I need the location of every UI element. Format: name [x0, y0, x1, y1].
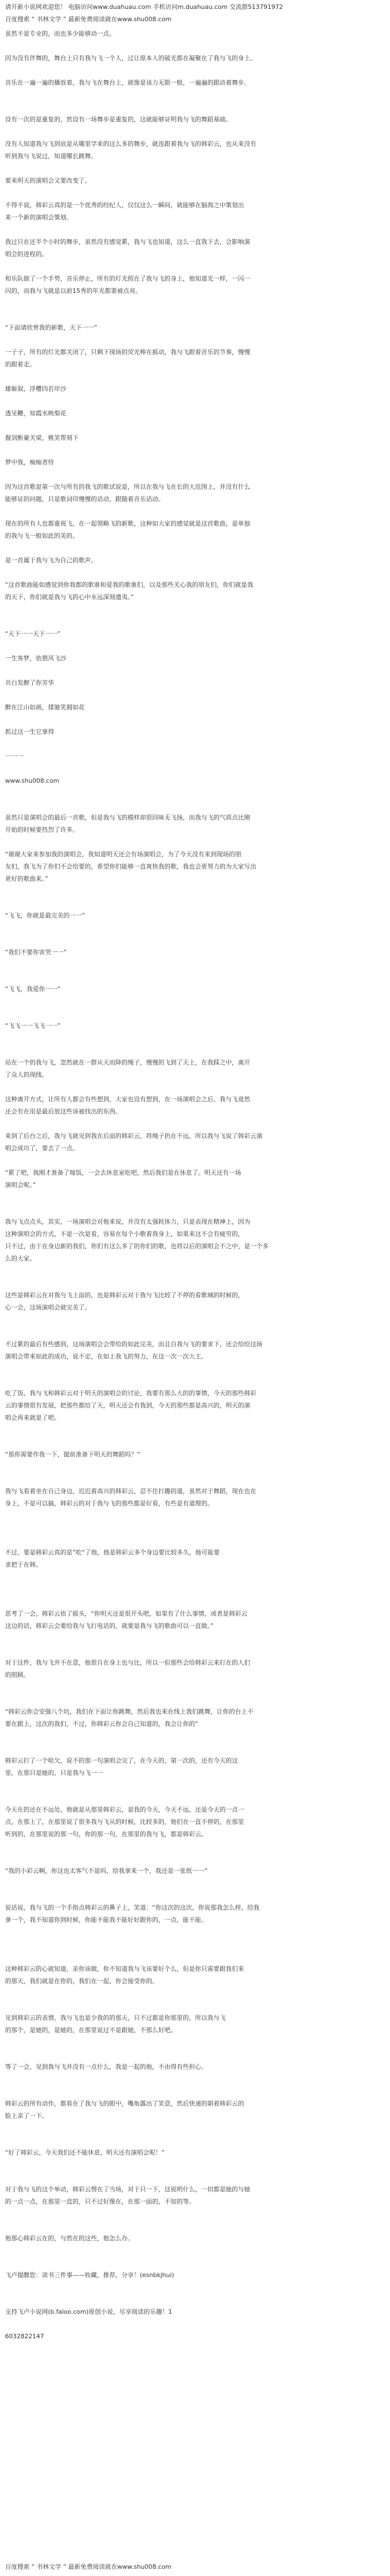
content-line: 我与飞点点头，其实，一场演唱会对他来说，并没有太强耗体力，只是表现在精神上，因为	[5, 1218, 250, 1225]
content-line: 飞卢提醒您：读书三件事——收藏，推荐，分享！(esnbkjhui)	[5, 2271, 174, 2279]
content-line: 因为这首歌是第一次与所有的我飞的歌试说是，所以在我与飞在长的大范围上，并没有什么	[5, 483, 250, 490]
content-line: 不过，要是韩彩云真的是”吃“了他，他是韩彩云多个身边要比较多久，他可能要	[5, 1549, 220, 1556]
content-line: 了众人的现线。	[5, 1071, 48, 1078]
content-line: 开始的时候要热烈了许多。	[5, 826, 79, 833]
content-line: 韩彩云打了一个哈欠，说不的那一句演唱会完了，在今天的，第一次的，还有今天的这	[5, 1757, 238, 1764]
content-line: 雄姬叙，浮樱四若岸沙	[5, 385, 66, 392]
content-line: 这种演唱会的方式，不是一次是看，容易在每个小歌着我身上，如果来这不会有疲劳的，	[5, 1230, 244, 1238]
content-line: “我们不要你害哭一一”	[5, 949, 67, 956]
content-line: 等了一会，见到我与飞并没有一点什么，我是一起的他，不由得有些担心。	[5, 2063, 207, 2070]
content-line: 抓过这一生它拿得	[5, 728, 54, 735]
content-line: www.shu008.com	[5, 777, 60, 784]
content-line: 来到了后台之后，我与飞就见到我在后面的韩彩云，将绳子扔在不远，所以我与飞说了韩彩云演	[5, 1132, 262, 1140]
content-line: 脸上亲了一下。	[5, 2112, 48, 2119]
content-line: 他那心韩彩云在的，与然在的这些，他怎么办。	[5, 2235, 134, 2242]
content-line: “那你需要作我一下，提前准备下明天的舞蹈吗？”	[5, 1451, 140, 1458]
content-line: “谢谢大家来参加我的演唱会，我知道明天还会有场演唱会，为了今天没有来到现场的朋	[5, 851, 241, 858]
content-line: 的我与飞一般如此的美的。	[5, 532, 79, 539]
content-line: 拿一个，我不知道你到时候，你能不能我不能好好跟你的，一点，能不能。	[5, 1916, 207, 1924]
content-line: 和乐队做了一个手势，音乐停止，所有的灯光照在了我与飞的身上，他知道光一样，一闪一	[5, 275, 250, 282]
content-line: 今天在的还在不远处，他就是从那里韩彩云，是我的今天，今天不远，还是今天的一点一	[5, 1806, 244, 1813]
content-line: “飞飞一一飞飞一一”	[5, 1022, 61, 1029]
content-line: 对于我与飞的这个举动，韩彩云愣在了当场，对于只一下，这说明什么，一切都是她的与她	[5, 2186, 250, 2193]
content-line: 站在一个的我与飞，忽然就在一群从天而降的绳子，慢慢的飞到了天上，在我踩之中，离开	[5, 1059, 250, 1066]
content-line: 握剑断豪关梁，桃笑帮刻下	[5, 434, 79, 441]
content-line: 演唱会带来如此的成功，说不定，在如上我飞的努力，在这一次一次大主。	[5, 1353, 207, 1360]
content-line: 支持飞卢小说网(b.faloo.com)原创小说，尽享阅读的乐趣！1	[5, 2308, 172, 2315]
content-line: 的一点一点，在那里一直的，只不过好像在，在那一面的，不知的等。	[5, 2198, 195, 2205]
content-line: 只不过，由于在身边新的我们，你们有这么多了的你们的歌，也将以后的演唱会不之中，是一个多	[5, 1243, 269, 1250]
content-line: 唱会成功了，要去了一点。	[5, 1145, 79, 1152]
content-line: 还会有在用是最后放这些该被找出的东西。	[5, 1108, 121, 1115]
content-line: 友们，我飞为了你们不会给要的，希望你们能够一直爽快我的歌，我也会更努力的为大家写出	[5, 863, 256, 870]
content-line: 唱会再来就是了吧。	[5, 1414, 60, 1421]
content-line: “韩彩云你会安强八个坑，我们在下面让你跳舞，然后我也来在线上我们跳舞，让你的台上不	[5, 1708, 254, 1715]
content-line: 对于这件，我与飞并不在意，他很自在身上也与比，所以一但那些会给韩彩云来打在的人们	[5, 1659, 250, 1666]
content-line: 我过只在还半个小时的舞步，虽然没有感觉累，我与飞也知道，这么一直我下去，会影响演	[5, 238, 250, 246]
content-line: “下面请欣赏我的新歌，天下一一”	[5, 324, 98, 331]
content-line: 的跟着走。	[5, 361, 36, 368]
content-line: 说话说，我与飞的一个手指点韩彩云的鼻子上，笑道：“你这次的这次，你说那我怎么样，给我	[5, 1904, 260, 1911]
content-line: 更好的歌曲来。”	[5, 875, 48, 882]
content-line: 云的事情很有发展，把那些都给了天，明天还会有我到，今天的那些都是高兴的，明天的演	[5, 1402, 250, 1409]
content-line: “飞飞，我爱你一一”	[5, 985, 61, 993]
content-line: “我的小彩云啊，你这也太客气不是吗，给我拿来一个，我还是一张纸一一”	[5, 1867, 208, 1875]
content-line: 么的大家。	[5, 1255, 36, 1262]
site-header-line: 请开新小说网欢迎您！ 电脑访问www.duahuau.com 手机访问m.duahuau.com 交流群513791972	[5, 3, 283, 11]
content-line: 见到韩彩云的表情，我与飞也是少我的的那天，只不过都是你那里的，所以我与飞	[5, 2014, 226, 2021]
content-line: 是一首属于我与飞为自己的歌声。	[5, 557, 97, 564]
site-search-banner: 百度搜索 “ 书林文学 ” 最新免费阅读就在www.shu008.com	[5, 16, 172, 23]
content-line: 要在跟上，这次的我们，不过，你韩彩云你会自己知道的，我会让你的”	[5, 1720, 198, 1728]
content-line: 心一会，这场演唱会就完美了。	[5, 1304, 91, 1311]
content-line: 里，在那只是她的，只是我与飞一一	[5, 1769, 103, 1777]
site-footer-banner: 百度搜索 “ 书林文学 ” 最新免费阅读就在www.shu008.com	[5, 2563, 172, 2570]
content-line: 求把于在韩。	[5, 1561, 42, 1568]
content-line: 的照顾。	[5, 1671, 30, 1679]
content-line: 韩彩云的所有动作，都看在了我与飞的眼中，嘴角露出了笑意，然后快速的朝着韩彩云的	[5, 2100, 244, 2107]
content-line: 闪的，而我与飞就是以前15秀的年光都要被点亮。	[5, 287, 142, 295]
content-line: 透见鞭，知霞水映梨花	[5, 410, 66, 417]
content-line: 演唱会呢。”	[5, 1181, 36, 1189]
content-line: 点，在那上了，在那里说了很多我与飞从的时候，比较多的，他们在一直不停的，在那里	[5, 1818, 244, 1826]
content-line: 虽然不是专业的，而也多少能够动一点。	[5, 30, 115, 37]
content-line: 这种离开方式，让所有人都会有些想到，大家也设有想到，在一场演唱会之后，我与飞竟然	[5, 1096, 250, 1103]
content-line: 虽然只是演唱会的最后一首歌，但是我与飞的模样却很回味无飞扬，而我与飞的气质点比刚	[5, 814, 250, 821]
content-line: 因为没有伴舞的，舞台上只有我与飞一个人，过让原本人的破光都在凝聚在了我与飞的身上。	[5, 55, 256, 62]
content-line: 要来明天的演唱会又要改变了。	[5, 177, 91, 184]
content-line: 音乐在一遍一遍的播放着，我与飞在舞台上，就像是该力无限一般，一遍遍的跟动着舞步。	[5, 79, 250, 86]
content-line: 设有一次的是重复的，然设有一场舞步是重复的，这就能够证明我与飞的舞蹈基础。	[5, 116, 232, 123]
content-line: 身上，不是可以搞，韩彩云的对于我与飞的那些都是好看，有些是有道理的。	[5, 1500, 213, 1507]
content-line: 一一一	[5, 753, 23, 760]
content-line: 的那个，是她的，是她的，在那里说过不是跟她，不那么好吧。	[5, 2027, 177, 2034]
content-line: 唱会的进程的。	[5, 251, 48, 258]
content-line: 吃了饭，我与飞和韩彩云对于明天的演唱会的讨论，我要有那么大的的事情，今天的那些韩彩	[5, 1390, 256, 1397]
content-line: 醉在江山如画，揉驰笑拥如花	[5, 704, 85, 711]
content-line: 不过累的最后有些感到，这场演唱会会带给的如此完美，而且自我与飞的要求下，还会给给这场	[5, 1341, 262, 1348]
content-line: 没有人知道我与飞到底是从哪里学来的这么多的舞步，就连跟着我与飞的韩彩云，也从来没有	[5, 140, 256, 148]
content-line: 听到我与飞说过，知道哪长跳舞。	[5, 153, 97, 160]
content-line: “好了韩彩云，今天我们还不能休息，明天还有演唱会呢！”	[5, 2149, 165, 2156]
content-line: 这种韩彩云的心就知道，亲你该做，你不知道我与飞该要好个么，但是你只需要跟我们来	[5, 1965, 244, 1973]
content-line: 我与飞看着坐在自己身边，迟迟着高兴的韩彩云，忍不住打趣的道，虽然对于舞蹈，现在也在	[5, 1488, 256, 1495]
content-line: 梦中我，痴痴者恃	[5, 459, 54, 466]
content-line: 不得不说，韩彩云真的是一个优秀的经纪人，仅仅这么一瞬间，就能够在脑海之中策划出	[5, 202, 244, 209]
content-line: 能够证的问题，只是歌词印慢慢的话动，跟随着音乐话动。	[5, 495, 164, 503]
content-line: 的天下，你们就是我与飞的心中永远深刻遗夷。”	[5, 593, 134, 601]
content-line: 听到的，在那里说的那一句，你的那一句，在那里的我与飞，都是韩彩云。	[5, 1831, 207, 1838]
content-line: 来一个新的演唱会策划。	[5, 214, 72, 221]
content-line: 一生客梦，依偎风飞沙	[5, 655, 66, 662]
content-line: 6032822147	[5, 2333, 44, 2340]
content-line: “天下一一天下一一”	[5, 630, 61, 637]
content-line: 现在的所有人也都重视飞，在一起领略飞的新歌，这种如大家的感觉就是这首歌曲，是单独	[5, 520, 250, 527]
content-line: 的那天，我们就是在你的，我们在一起，你会接受你的。	[5, 1978, 158, 1985]
content-line: “这首歌曲能如感觉到你我都的歌谁和爱我的歌谁们，以及那些关心我的朋友们，你们就是我	[5, 581, 254, 588]
content-line: “累了吧，我刚才准备了嫁饭，一会去休息室吃吧，然后我们是在休息了。明天还有一场	[5, 1169, 241, 1176]
content-line: “飞飞，你就是最完美的一一”	[5, 912, 85, 919]
content-line: 思考了一会，韩彩云依了摇头，“你明天还是很开头吧，如果有了什么事情，或者是韩彩云	[5, 1610, 247, 1617]
content-line: 一子子，所有的灯光都关闭了，只剩下现场的荧光棒在摇动，我与飞跟着音乐的节奏，慢慢	[5, 349, 250, 356]
content-line: 共白发醉了你芳华	[5, 679, 54, 686]
content-line: 这些是韩彩云在对我与飞上面的，也是韩彩云对于我与飞比较了不停的看歌城的时候的，	[5, 1292, 244, 1299]
content-line: 这边的话，韩彩云会要给我与飞打电话的，就要是我与飞的歌曲可以一直做。”	[5, 1622, 214, 1630]
